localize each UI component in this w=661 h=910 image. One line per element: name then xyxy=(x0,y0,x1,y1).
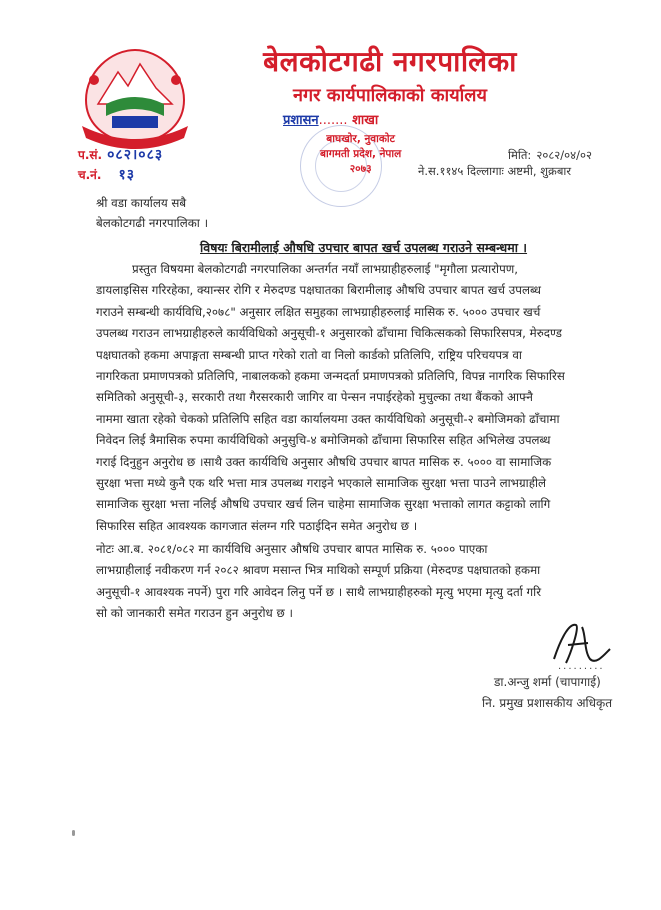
signatory-name: डा.अन्जु शर्मा (चापागाई) xyxy=(494,675,601,689)
body-line: नागरिकता प्रमाणपत्रको प्रतिलिपि, नाबालकको हकमा जन्मदर्ता प्रमाणपत्रको प्रतिलिपि, विपन्न नागरिक सिफारिस xyxy=(96,369,565,384)
body-line: प्रस्तुत विषयमा बेलकोटगढी नगरपालिका अन्तर्गत नयाँ लाभग्राहीहरुलाई "मृगौला प्रत्यारोपण, xyxy=(132,262,519,276)
body-line: गराउने सम्बन्धी कार्यविधि,२०७८" अनुसार लक्षित समुहका लाभग्राहीहरुलाई मासिक रु. ५००० उपचार खर्च xyxy=(96,304,541,319)
body-line: सिफारिस सहित आवश्यक कागजात संलग्न गरि पठाईदिन समेत अनुरोध छ । xyxy=(96,518,418,533)
note-line: अनुसूची-१ आवश्यक नपर्ने) पुरा गरि आवेदन लिनु पर्ने छ । साथै लाभग्राहीहरुको मृत्यु भएमा मृत्यु दर्ता गरि xyxy=(96,584,542,599)
subject-line: विषयः बिरामीलाई औषधि उपचार बापत खर्च उपलब्ध गराउने सम्बन्धमा । xyxy=(200,240,528,255)
nepal-emblem-logo xyxy=(76,42,194,152)
department-suffix: शाखा xyxy=(352,113,379,128)
body-line: डायलाइसिस गरिरहेका, क्यान्सर रोगि र मेरुदण्ड पक्षघातका बिरामीलाइ औषधि उपचार बापत खर्च उपलब्ध xyxy=(96,283,541,298)
body-line: सामाजिक सुरक्षा भत्ता नलिई औषधि उपचार खर्च लिन चाहेमा सामाजिक सुरक्षा भत्ताको लागत कट्टाको लागि xyxy=(96,497,551,512)
paper-mark xyxy=(72,830,75,836)
address-line-2: बागमती प्रदेश, नेपाल xyxy=(320,148,402,160)
address-line-1: बाघखोर, नुवाकोट xyxy=(326,133,395,145)
office-address xyxy=(320,132,401,177)
ps-row xyxy=(78,144,163,164)
office-name: नगर कार्यपालिकाको कार्यालय xyxy=(293,85,487,106)
body-line: समितिको अनुसूची-३, सरकारी तथा गैरसरकारी जागिर वा पेन्सन नपाईरहेको मुचुल्का तथा बैंकको आफ्नै xyxy=(96,390,533,405)
body-paragraph xyxy=(96,259,580,537)
body-line: पक्षघातको हकमा अपाङ्गता सम्बन्धी प्राप्त गरेको रातो वा निलो कार्डको प्रतिलिपि, राष्ट्रिय परिचयपत्र वा xyxy=(96,347,522,362)
date-label: मिति: xyxy=(508,148,532,162)
signatory-title: नि. प्रमुख प्रशासकीय अधिकृत xyxy=(482,696,613,710)
chn-row xyxy=(78,164,135,184)
organization-name: बेलकोटगढी नगरपालिका xyxy=(263,45,517,78)
body-line: उपलब्ध गराउन लाभग्राहीहरुले कार्यविधिको अनुसूची-१ अनुसारको ढाँचामा चिकित्सकको सिफारिसपत्र, मेरुदण्ड xyxy=(96,326,562,341)
chn-label: च.नं. xyxy=(78,168,102,182)
recipient-line-2: बेलकोटगढी नगरपालिका । xyxy=(96,216,209,230)
note-line: सो को जानकारी समेत गराउन हुन अनुरोध छ । xyxy=(96,606,294,621)
body-line: निवेदन लिई त्रैमासिक रुपमा कार्यविधिको अनुसुचि-४ बमोजिमको ढाँचामा सिफारिस सहित अभिलेख उपलब्ध xyxy=(96,433,551,448)
ps-label: प.सं. xyxy=(78,148,103,162)
body-line: सुरक्षा भत्ता मध्ये कुनै एक थरि भत्ता मात्र उपलब्ध गराइने भएकाले सामाजिक सुरक्षा भत्ता पाउने लाभग्राहीले xyxy=(96,476,547,491)
note-paragraph xyxy=(96,539,580,625)
department-line: प्रशासन....... शाखा xyxy=(283,113,379,128)
ps-value: ०८२।०८३ xyxy=(107,147,164,163)
date-value: २०८२/०४/०२ xyxy=(536,148,592,162)
date-row xyxy=(508,144,592,163)
body-line: गराई दिनुहुन अनुरोध छ ।साथै उक्त कार्यविधि अनुसार औषधि उपचार बापत मासिक रु. ५००० वा सामाजिक xyxy=(96,454,552,469)
recipient-line-1: श्री वडा कार्यालय सबै xyxy=(96,196,187,210)
nepal-sambat-date: ने.स.११४५ दिल्लागाः अष्टमी, शुक्रबार xyxy=(418,164,572,178)
chn-value: १३ xyxy=(118,167,136,183)
signature-dots: ......... xyxy=(558,661,605,672)
address-line-3: २०७३ xyxy=(349,163,372,175)
department-name: प्रशासन xyxy=(283,113,319,128)
body-line: नाममा खाता रहेको चेकको प्रतिलिपि सहित वडा कार्यालयमा उक्त कार्यविधिको अनुसूची-२ बमोजिमको ढाँचामा xyxy=(96,411,560,426)
note-line: नोटः आ.ब. २०८१/०८२ मा कार्यविधि अनुसार औषधि उपचार बापत मासिक रु. ५००० पाएका xyxy=(96,542,488,556)
note-line: लाभग्राहीलाई नवीकरण गर्न २०८२ श्रावण मसान्त भित्र माथिको सम्पूर्ण प्रक्रिया (मेरुदण्ड पक्षघातको हकमा xyxy=(96,563,541,578)
recipient-block xyxy=(96,193,208,233)
